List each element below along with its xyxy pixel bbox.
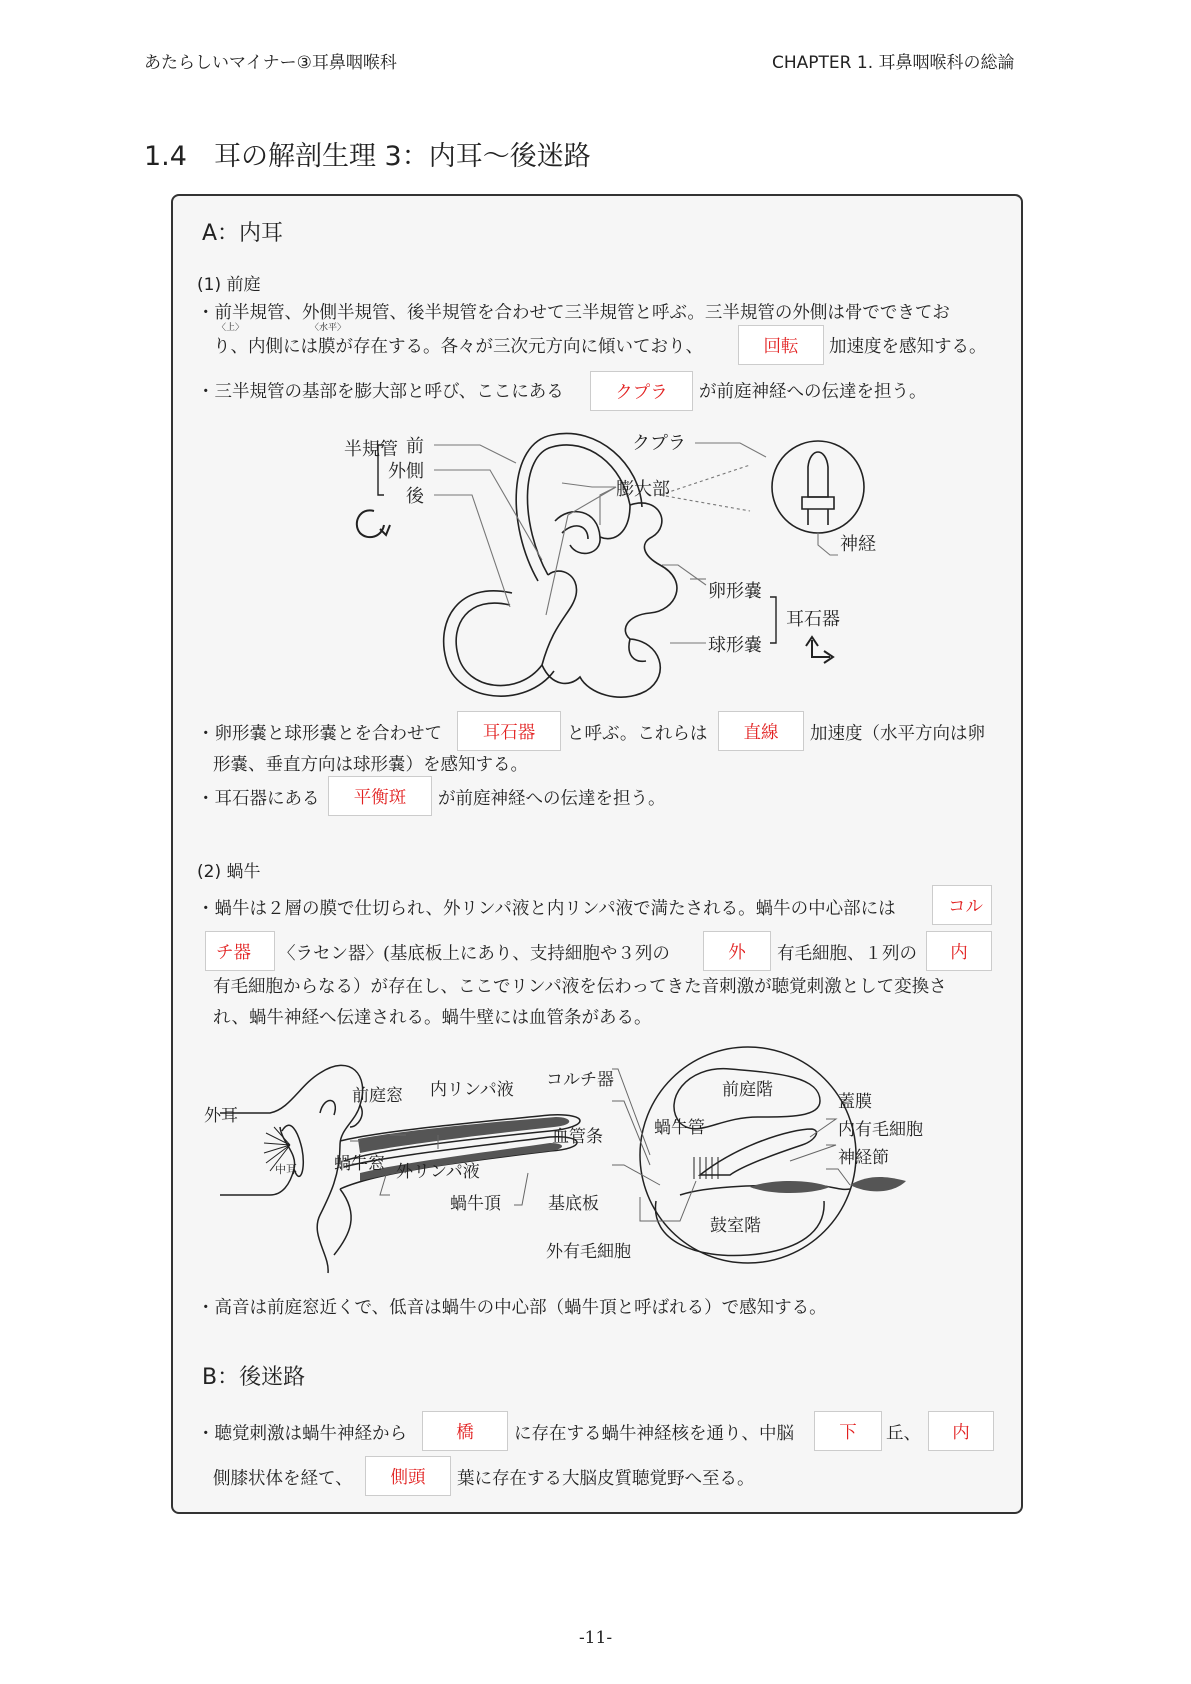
para-pathway-a: ・聴覚刺激は蝸牛神経から: [197, 1424, 407, 1444]
para-ampulla-b: が前庭神経への伝達を担う。: [699, 382, 927, 402]
label-outer-hair-cells: 外有毛細胞: [546, 1242, 631, 1262]
label-oval-window: 前庭窓: [352, 1086, 403, 1106]
subsection-vestibule: (1) 前庭: [197, 275, 261, 295]
figure-cochlea: [204, 1045, 1000, 1275]
label-helicotrema: 蝸牛頂: [450, 1194, 501, 1214]
blank-otolith: 耳石器: [457, 711, 561, 751]
label-inner-hair-cells: 内有毛細胞: [838, 1120, 923, 1140]
label-otolith-organ: 耳石器: [786, 609, 840, 630]
figure-semicircular-canals: [330, 425, 890, 695]
label-outer-ear: 外耳: [204, 1106, 238, 1126]
label-posterior: 後: [406, 486, 424, 507]
para-pathway-b: に存在する蝸牛神経核を通り、中脳: [514, 1424, 794, 1444]
para-cochlea-line3: 有毛細胞からなる）が存在し、ここでリンパ液を伝わってきた音刺激が聴覚刺激として変換さ: [213, 977, 947, 997]
label-lateral: 外側: [388, 461, 424, 482]
blank-outer: 外: [703, 931, 771, 971]
label-cochlear-duct: 蝸牛管: [654, 1118, 705, 1138]
label-perilymph: 外リンパ液: [396, 1162, 480, 1182]
section-a-heading: A：内耳: [202, 221, 284, 246]
para-semicircular-line1: ・前半規管、外側半規管、後半規管を合わせて三半規管と呼ぶ。三半規管の外側は骨でできてお: [197, 303, 950, 323]
page-title: 1.4 耳の解剖生理 3：内耳～後迷路: [144, 141, 591, 172]
para-otolith-line2: 形嚢、垂直方向は球形嚢）を感知する。: [213, 755, 528, 775]
para-cochlea-line4: れ、蝸牛神経へ伝達される。蝸牛壁には血管条がある。: [213, 1008, 652, 1028]
label-anterior: 前: [406, 436, 424, 457]
label-nerve: 神経: [840, 534, 876, 555]
label-middle-ear: 中耳: [275, 1163, 297, 1176]
label-ampulla: 膨大部: [616, 479, 670, 500]
blank-inferior: 下: [814, 1411, 882, 1451]
para-macula-b: が前庭神経への伝達を担う。: [438, 789, 666, 809]
label-scala-tympani: 鼓室階: [710, 1216, 761, 1236]
header-book-title: あたらしいマイナー③耳鼻咽喉科: [144, 53, 397, 73]
ruby-upper: 〈上〉: [217, 323, 245, 333]
ruby-horizontal: 〈水平〉: [310, 323, 347, 333]
para-cochlea-line2a: 〈ラセン器〉(基底板上にあり、支持細胞や３列の: [278, 944, 670, 964]
para-pathway-line2b: 葉に存在する大脳皮質聴覚野へ至る。: [457, 1469, 755, 1489]
para-semicircular-line2b: 加速度を感知する。: [829, 337, 987, 357]
label-semicircular-canal: 半規管: [344, 439, 398, 460]
blank-rotation: 回転: [738, 325, 824, 365]
label-stria-vascularis: 血管条: [552, 1127, 603, 1147]
label-cupula: クプラ: [632, 433, 686, 454]
para-ampulla-a: ・三半規管の基部を膨大部と呼び、ここにある: [197, 382, 564, 402]
label-tectorial-membrane: 蓋膜: [838, 1092, 872, 1112]
blank-corti-b: チ器: [205, 931, 275, 971]
blank-corti-a: コル: [932, 885, 992, 925]
label-utricle: 卵形嚢: [708, 581, 762, 602]
para-otolith-a: ・卵形嚢と球形嚢とを合わせて: [197, 724, 442, 744]
label-saccule: 球形嚢: [708, 635, 762, 656]
para-otolith-b: と呼ぶ。これらは: [567, 724, 708, 744]
blank-pons: 橋: [422, 1411, 508, 1451]
para-pitch: ・高音は前庭窓近くで、低音は蝸牛の中心部（蝸牛頂と呼ばれる）で感知する。: [197, 1298, 827, 1318]
blank-cupula: クプラ: [590, 371, 693, 411]
header-chapter: CHAPTER 1. 耳鼻咽喉科の総論: [772, 53, 1015, 73]
para-otolith-c: 加速度（水平方向は卵: [810, 724, 985, 744]
para-cochlea-line2b: 有毛細胞、１列の: [777, 944, 917, 964]
subsection-cochlea: (2) 蝸牛: [197, 862, 261, 882]
label-basilar-membrane: 基底板: [548, 1194, 599, 1214]
label-scala-vestibuli: 前庭階: [722, 1080, 773, 1100]
label-round-window: 蝸牛窓: [334, 1154, 385, 1174]
blank-medial: 内: [928, 1411, 994, 1451]
para-semicircular-line2a: り、内側には膜が存在する。各々が三次元方向に傾いており、: [213, 337, 703, 357]
para-macula-a: ・耳石器にある: [197, 789, 320, 809]
blank-inner: 内: [926, 931, 992, 971]
page-number: -11-: [578, 1628, 613, 1648]
blank-macula: 平衡斑: [328, 776, 432, 816]
label-organ-of-corti: コルチ器: [546, 1070, 614, 1090]
para-pathway-c: 丘、: [886, 1424, 921, 1444]
para-pathway-line2a: 側膝状体を経て、: [213, 1469, 353, 1489]
blank-temporal: 側頭: [365, 1456, 451, 1496]
label-endolymph: 内リンパ液: [430, 1080, 514, 1100]
label-spiral-ganglion: 神経節: [838, 1148, 889, 1168]
para-cochlea-line1: ・蝸牛は２層の膜で仕切られ、外リンパ液と内リンパ液で満たされる。蝸牛の中心部には: [197, 899, 896, 919]
section-b-heading: B：後迷路: [202, 1365, 306, 1390]
blank-linear: 直線: [718, 711, 804, 751]
